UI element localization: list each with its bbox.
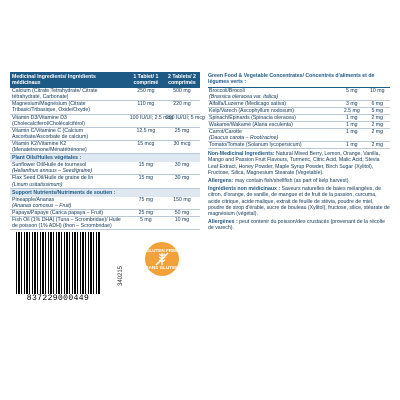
table-row (10, 140, 200, 153)
table-row (10, 197, 200, 210)
upc-barcode (16, 232, 100, 307)
barcode-number: 837229000449 (26, 294, 90, 303)
table-row (208, 129, 390, 142)
section-title: Support Nutrients/Nutriments de soutien : (10, 188, 200, 197)
non-medicinal-ingredients-en (208, 151, 390, 176)
two-tablets-header: 2 Tablets/ 2 comprimés (164, 72, 200, 88)
dose-two: 220 mg (164, 101, 200, 114)
table-row (10, 216, 200, 229)
dose-one: 250 mg (128, 88, 164, 101)
table-row (10, 114, 200, 127)
dose-two: 2 mg (365, 129, 390, 142)
non-medicinal-text-en: Natural Mixed Berry, Lemon, Orange, Vanilla, Mango and Passion Fruit Flavours, Turmeric, Citric Acid, Malic Acid, Stevia Leaf Extract, Honey Powder, Maple Syrup Powder, Birch Sugar (Xylitol), Fructose, Silica, Magnesium Stearate (Vegetable). (208, 151, 380, 176)
green-food-table (208, 88, 390, 149)
ingredient-name: Spinach/Épinards (Spinacia oleracea) (208, 115, 339, 122)
dose-two: 10 mg (365, 88, 390, 101)
dose-two: 2 mg (365, 142, 390, 149)
ingredient-name: Calcium (Citrate Tetrahydrate/ Citrate tétrahydraté, Carbonate) (10, 88, 128, 101)
non-medicinal-ingredients-fr (208, 186, 390, 217)
dose-two: 10 mg (164, 216, 200, 229)
ingredients-header: Medicinal Ingredients/ Ingrédients médicinaux (10, 72, 128, 88)
section-heading-plant-oils (10, 154, 200, 163)
one-tablet-header: 1 Tablet/ 1 comprimé (128, 72, 164, 88)
dose-one: 12.5 mg (128, 127, 164, 140)
ingredient-source: (Ananas comosus – Fruit) (12, 202, 72, 209)
table-row (208, 122, 390, 129)
table-row (10, 175, 200, 188)
table-row (208, 108, 390, 115)
section-heading-support-nutrients (10, 188, 200, 197)
dose-two: 5 mg (365, 108, 390, 115)
ingredient-name: Wakame/Wakamé (Alaria esculenta) (208, 122, 339, 129)
ingredient-name: Vitamin D3/Vitamine D3 (Cholecalciferol/Cholécalciférol) (10, 114, 128, 127)
dose-one: 15 mcg (128, 140, 164, 153)
ingredient-source: (Linum usitatissimum) (12, 181, 63, 188)
table-row (208, 115, 390, 122)
table-row (10, 162, 200, 175)
ingredient-name: Sunflower Oil/Huile de tournesol (12, 162, 87, 169)
ingredient-name: Vitamin C/Vitamine C (Calcium Ascorbate/Ascorbate de calcium) (10, 127, 128, 140)
sans-gluten-text: SANS GLUTEN (145, 265, 179, 270)
dose-two: 25 mg (164, 127, 200, 140)
dose-two: 200 IU/UI; 5 mcg (164, 114, 200, 127)
medicinal-ingredients-table (10, 72, 205, 230)
dose-one: 1 mg (339, 115, 364, 122)
barcode-bars (16, 232, 100, 294)
dose-one: 25 mg (128, 209, 164, 216)
ingredient-name: Flax Seed Oil/Huile de graine de lin (12, 175, 94, 182)
ingredient-cell (10, 197, 128, 210)
supplement-facts-label (10, 72, 390, 390)
ingredient-source: (Brassica oleracea var. italica) (209, 94, 279, 101)
allergens-label-en: Allergens: (208, 178, 234, 184)
medicinal-ingredients-panel (10, 72, 205, 303)
dose-two: 6 mg (365, 101, 390, 108)
lot-code: 340215 (118, 265, 124, 286)
table-row (10, 127, 200, 140)
table-row (10, 209, 200, 216)
dose-one: 1 mg (339, 129, 364, 142)
ingredient-cell (208, 88, 339, 101)
table-row (10, 101, 200, 114)
dose-one: 15 mg (128, 162, 164, 175)
dose-one: 75 mg (128, 197, 164, 210)
dose-two: 30 mg (164, 175, 200, 188)
ingredient-name: Magnesium/Magnésium (Citrate Tribasic/Tribasique, Oxide/Oxyde) (10, 101, 128, 114)
table-header (10, 72, 200, 88)
dose-two: 30 mcg (164, 140, 200, 153)
table-row (208, 101, 390, 108)
ingredient-name: Fish Oil (1% DHA) (Tuna – Scrombridae)/ Huile de poisson (1% ADH) (thon – Scrombridae) (10, 216, 128, 229)
dose-one: 5 mg (339, 88, 364, 101)
table-row (10, 88, 200, 101)
allergens-text-en: may contain fish/shellfish (as part of kelp harvest). (234, 178, 350, 184)
allergens-fr (208, 219, 390, 231)
dose-two: 2 mg (365, 115, 390, 122)
section-title: Plant Oils/Huiles végétales : (10, 154, 200, 163)
dose-one: 3 mg (339, 101, 364, 108)
ingredient-source: (Daucus carota – Root/racine) (209, 135, 279, 142)
ingredient-cell (10, 175, 128, 188)
dose-two: 2 mg (365, 122, 390, 129)
dose-one: 15 mg (128, 175, 164, 188)
gluten-free-badge (145, 242, 179, 276)
dose-one: 1 mg (339, 122, 364, 129)
non-medicinal-text-fr: Saveurs naturelles de baies mélangées, de citron, d'orange, de vanille, de mangue et de fruit de la passion, curcuma, acide citrique, acide malique, extrait de feuille de stévia, poudre de miel, poudre de sirop d'érable, sucre de bouleau (Xylitol), fructose, silice, stéarate de magnésium (végétal). (208, 186, 390, 218)
ingredient-name: Kelp/Varech (Ascophyllum nodosum) (208, 108, 339, 115)
ingredient-name: Vitamin K2/Vitamine K2 (Menatetrenone/Ménatétrénone) (10, 140, 128, 153)
dose-two: 50 mg (164, 209, 200, 216)
gluten-free-text: GLUTEN FREE (145, 248, 179, 253)
green-food-panel (208, 72, 390, 232)
non-medicinal-label-fr: Ingrédients non médicinaux : (208, 186, 281, 193)
ingredient-name: Papaya/Papaye (Carica papaya – Fruit) (10, 209, 128, 216)
dose-one: 110 mg (128, 101, 164, 114)
green-food-header: Green Food & Vegetable Concentrates/ Concentrés d'aliments et de légumes verts : (208, 72, 390, 88)
non-medicinal-label-en: Non-Medicinal Ingredients: (208, 151, 275, 158)
allergens-label-fr: Allergènes : (208, 219, 238, 226)
ingredient-name: Carrot/Carotte (209, 129, 242, 136)
dose-one: 2.5 mg (339, 108, 364, 115)
dose-one: 1 mg (339, 142, 364, 149)
ingredient-name: Pineapple/Ananas (12, 196, 55, 203)
dose-two: 30 mg (164, 162, 200, 175)
ingredient-name: Tomato/Tomate (Solanum lycopersicum) (208, 142, 339, 149)
ingredient-cell (10, 162, 128, 175)
dose-two: 500 mg (164, 88, 200, 101)
allergens-text-fr: peut contenir du poisson/des crustacés (provenant de la récolte de varech). (208, 219, 386, 232)
ingredient-source: (Helianthus annuus – Seed/graine) (12, 168, 93, 175)
dose-one: 5 mg (128, 216, 164, 229)
dose-one: 100 IU/UI; 2.5 mcg (128, 114, 164, 127)
ingredient-name: Broccoli/Brocoli (209, 88, 245, 95)
dose-two: 150 mg (164, 197, 200, 210)
table-row (208, 142, 390, 149)
allergens-en (208, 178, 390, 184)
ingredient-cell (208, 129, 339, 142)
table-row (208, 88, 390, 101)
ingredient-name: Alfalfa/Luzerne (Medicago sativa) (208, 101, 339, 108)
